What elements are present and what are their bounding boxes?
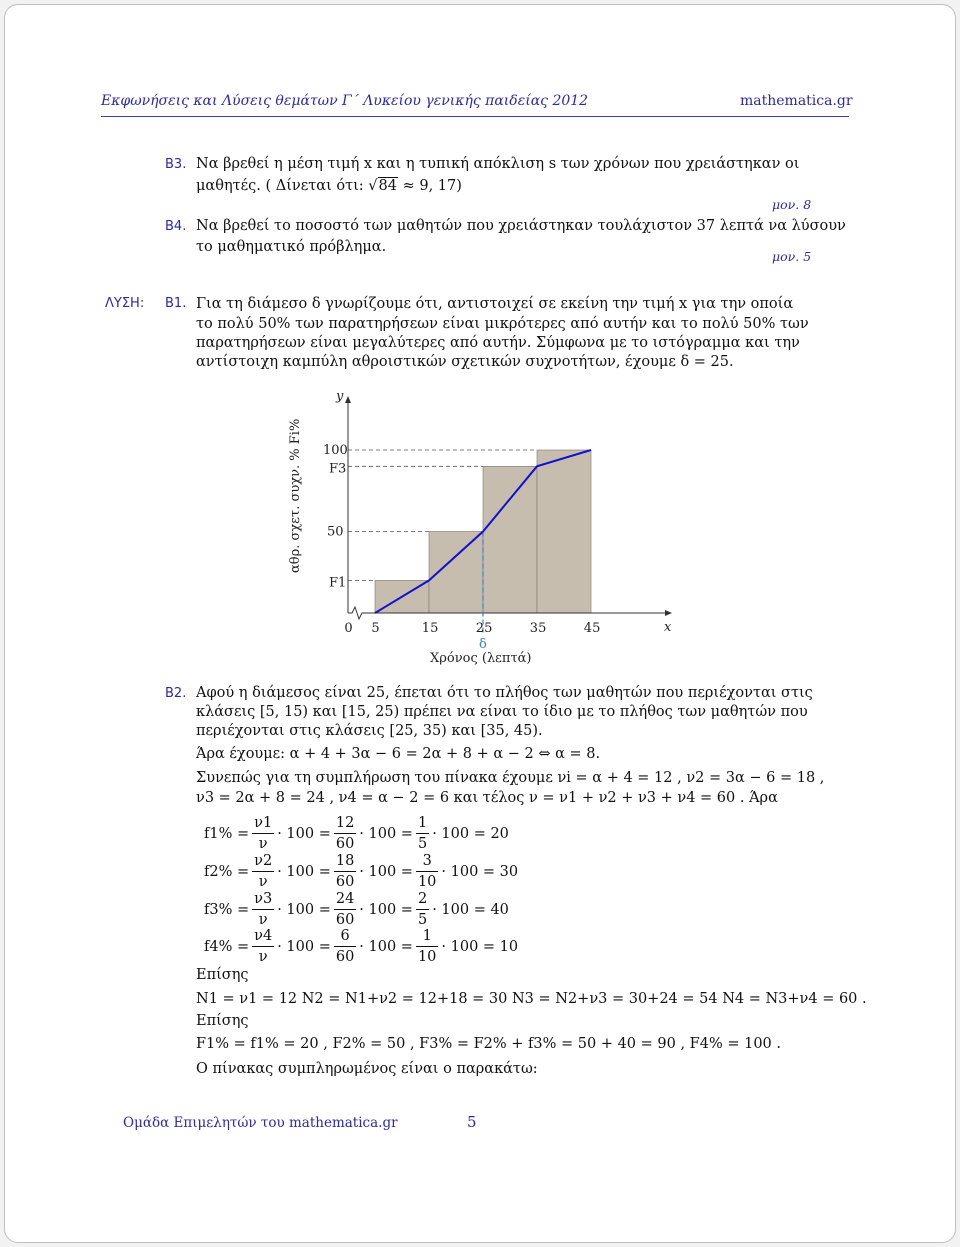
solution-label: ΛΥΣΗ: — [105, 296, 145, 311]
frac-mult: · 100 = — [359, 825, 413, 842]
closing-line: Ο πίνακας συμπληρωμένος είναι ο παρακάτω: — [196, 1061, 538, 1077]
b1-line-4: αντίστοιχη καμπύλη αθροιστικών σχετικών συχνοτήτων, έχουμε δ = 25. — [196, 354, 734, 370]
y-axis-arrow — [345, 396, 351, 403]
fraction: $\frac{\nu 3}{\nu}$ — [254, 891, 273, 928]
fraction: $\frac{24}{60}$ — [335, 891, 355, 928]
frac-mult: · 100 = — [359, 863, 413, 880]
sqrt-argument: 84 — [378, 178, 397, 194]
b3-label: Β3. — [165, 157, 187, 172]
x-axis-title: Χρόνος (λεπτά) — [430, 651, 532, 666]
fraction: $\frac{\nu 2}{\nu}$ — [254, 853, 273, 890]
header-site[interactable]: mathematica.gr — [740, 93, 853, 109]
fraction: $\frac{2}{5}$ — [417, 891, 428, 928]
b2-line-1: Αφού η διάμεσος είναι 25, έπεται ότι το πλήθος των μαθητών που περιέχονται στις — [196, 685, 813, 701]
frac-result: · 100 = 30 — [441, 863, 519, 880]
frac-mult: · 100 = — [277, 825, 331, 842]
b1-line-1: Για τη διάμεσο δ γνωρίζουμε ότι, αντιστοιχεί σε εκείνη την τιμή x για την οποία — [196, 296, 794, 312]
histogram-bar — [483, 466, 537, 613]
y-tick-label: 100 — [323, 443, 348, 458]
x-tick-label: 15 — [421, 621, 439, 636]
fraction: $\frac{\nu 1}{\nu}$ — [254, 815, 273, 852]
y-tick-label: F3 — [329, 461, 347, 477]
frac-mult: · 100 = — [277, 863, 331, 880]
frac-result: · 100 = 40 — [432, 901, 509, 918]
x-tick-label: 45 — [583, 621, 601, 636]
ogive-histogram-chart — [5, 5, 955, 685]
fraction: $\frac{1}{10}$ — [417, 928, 437, 965]
cumulative-counts-line: N1 = ν1 = 12 N2 = N1+ν2 = 12+18 = 30 N3 = N2+ν3 = 30+24 = 54 N4 = N3+ν4 = 60 . — [196, 991, 867, 1007]
x-axis-name: x — [664, 620, 672, 635]
fraction: $\frac{1}{5}$ — [417, 815, 428, 852]
y-tick-label: 50 — [327, 524, 344, 540]
b4-line2: το μαθηματικό πρόβλημα. — [196, 239, 387, 255]
frac-mult: · 100 = — [359, 938, 413, 955]
x-tick-label: 0 — [344, 621, 353, 636]
b2-consequence-2: ν3 = 2α + 8 = 24 , ν4 = α − 2 = 6 και τέλος ν = ν1 + ν2 + ν3 + ν4 = 60 . Άρα — [196, 790, 778, 806]
b3-marks: μον. 8 — [772, 197, 812, 212]
b2-equation: Άρα έχουμε: α + 4 + 3α − 6 = 2α + 8 + α − 2 ⇔ α = 8. — [196, 746, 601, 762]
frac-row — [204, 813, 509, 854]
b3-line1: Να βρεθεί η μέση τιμή x και η τυπική απόκλιση s των χρόνων που χρειάστηκαν οι — [196, 156, 800, 172]
y-axis-name: y — [336, 389, 344, 404]
b4-line1: Να βρεθεί το ποσοστό των μαθητών που χρειάστηκαν τουλάχιστον 37 λεπτά να λύσουν — [196, 218, 846, 234]
footer-credit: Ομάδα Επιμελητών του mathematica.gr — [123, 1115, 398, 1131]
frac-lhs: f3% = — [204, 901, 250, 918]
y-axis-title: αθρ. σχετ. συχν. % Fi% — [288, 418, 303, 573]
x-tick-label: 25 — [475, 621, 493, 636]
frac-result: · 100 = 20 — [432, 825, 509, 842]
x-tick-label: 5 — [371, 621, 380, 636]
cumulative-percent-line: F1% = f1% = 20 , F2% = 50 , F3% = F2% + f3% = 50 + 40 = 90 , F4% = 100 . — [196, 1036, 781, 1052]
fraction: $\frac{6}{60}$ — [335, 928, 355, 965]
frac-result: · 100 = 10 — [441, 938, 519, 955]
b1-label: Β1. — [165, 296, 187, 311]
frac-row — [204, 851, 518, 892]
frac-mult: · 100 = — [277, 901, 331, 918]
b3-line2-text: μαθητές. ( Δίνεται ότι: — [196, 178, 369, 194]
b2-label: Β2. — [165, 686, 187, 701]
document-page — [4, 4, 956, 1243]
median-label: δ — [479, 637, 487, 652]
episis-1: Επίσης — [196, 967, 249, 983]
fraction: $\frac{3}{10}$ — [417, 853, 437, 890]
fraction: $\frac{12}{60}$ — [335, 815, 355, 852]
episis-2: Επίσης — [196, 1013, 249, 1029]
b2-line-3: περιέχονται στις κλάσεις [25, 35) και [35, 45). — [196, 723, 543, 739]
b4-marks: μον. 5 — [772, 249, 812, 264]
b4-label: Β4. — [165, 219, 187, 234]
b1-line-3: παρατηρήσεων είναι μεγαλύτερες από αυτήν. Σύμφωνα με το ιστόγραμμα και την — [196, 335, 800, 351]
y-tick-label: F1 — [329, 575, 347, 591]
frac-mult: · 100 = — [359, 901, 413, 918]
header-title: Εκφωνήσεις και Λύσεις θεμάτων Γ΄ Λυκείου γενικής παιδείας 2012 — [101, 93, 589, 109]
frac-lhs: f1% = — [204, 825, 250, 842]
b1-line-2: το πολύ 50% των παρατηρήσεων είναι μικρότερες από αυτήν και το πολύ 50% των — [196, 316, 809, 332]
frac-lhs: f4% = — [204, 938, 250, 955]
frac-lhs: f2% = — [204, 863, 250, 880]
sqrt-symbol: √ — [368, 178, 378, 194]
frac-mult: · 100 = — [277, 938, 331, 955]
b3-line2-approx: ≈ 9, 17) — [398, 178, 462, 194]
b2-consequence-1: Συνεπώς για τη συμπλήρωση του πίνακα έχουμε νi = α + 4 = 12 , ν2 = 3α − 6 = 18 , — [196, 770, 825, 786]
page-number: 5 — [467, 1113, 477, 1131]
frac-row — [204, 926, 518, 967]
frac-row — [204, 889, 509, 930]
histogram-bar — [537, 450, 591, 613]
x-axis-arrow — [665, 610, 672, 616]
x-tick-label: 35 — [529, 621, 547, 636]
fraction: $\frac{\nu 4}{\nu}$ — [254, 928, 273, 965]
fraction: $\frac{18}{60}$ — [335, 853, 355, 890]
b2-line-2: κλάσεις [5, 15) και [15, 25) πρέπει να είναι το ίδιο με το πλήθος των μαθητών που — [196, 704, 808, 720]
